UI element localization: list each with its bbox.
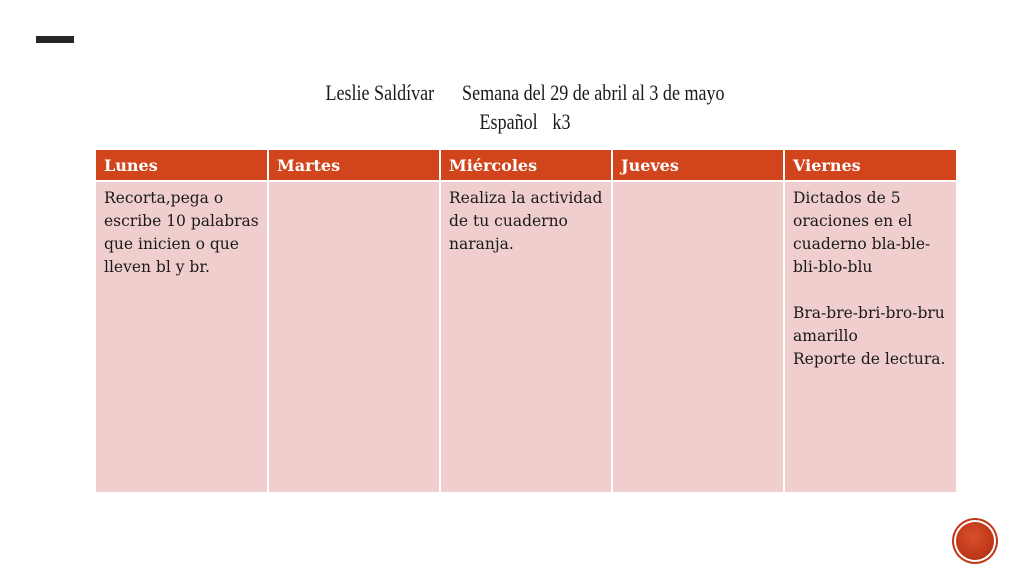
cell-martes bbox=[268, 181, 440, 492]
slide-nav-button[interactable] bbox=[956, 522, 994, 560]
slide-title bbox=[193, 78, 857, 136]
week-range: Semana del 29 de abril al 3 de mayo bbox=[462, 80, 725, 105]
cell-miercoles: Realiza la actividad de tu cuaderno naranja. bbox=[440, 181, 612, 492]
teacher-name: Leslie Saldívar bbox=[325, 80, 435, 105]
header-lunes: Lunes bbox=[96, 150, 268, 181]
decorative-bar bbox=[36, 36, 74, 43]
group-name: k3 bbox=[552, 109, 571, 134]
table-row bbox=[96, 181, 956, 492]
header-jueves: Jueves bbox=[612, 150, 784, 181]
cell-jueves bbox=[612, 181, 784, 492]
title-line-2 bbox=[193, 107, 857, 136]
weekly-schedule-table bbox=[96, 150, 956, 492]
table-header-row bbox=[96, 150, 956, 181]
cell-viernes: Dictados de 5 oraciones en el cuaderno bla-ble-bli-blo-blu Bra-bre-bri-bro-bru amarillo Reporte de lectura. bbox=[784, 181, 956, 492]
header-martes: Martes bbox=[268, 150, 440, 181]
header-miercoles: Miércoles bbox=[440, 150, 612, 181]
title-line-1 bbox=[193, 78, 857, 107]
cell-lunes: Recorta,pega o escribe 10 palabras que inicien o que lleven bl y br. bbox=[96, 181, 268, 492]
header-viernes: Viernes bbox=[784, 150, 956, 181]
subject-name: Español bbox=[479, 109, 538, 134]
